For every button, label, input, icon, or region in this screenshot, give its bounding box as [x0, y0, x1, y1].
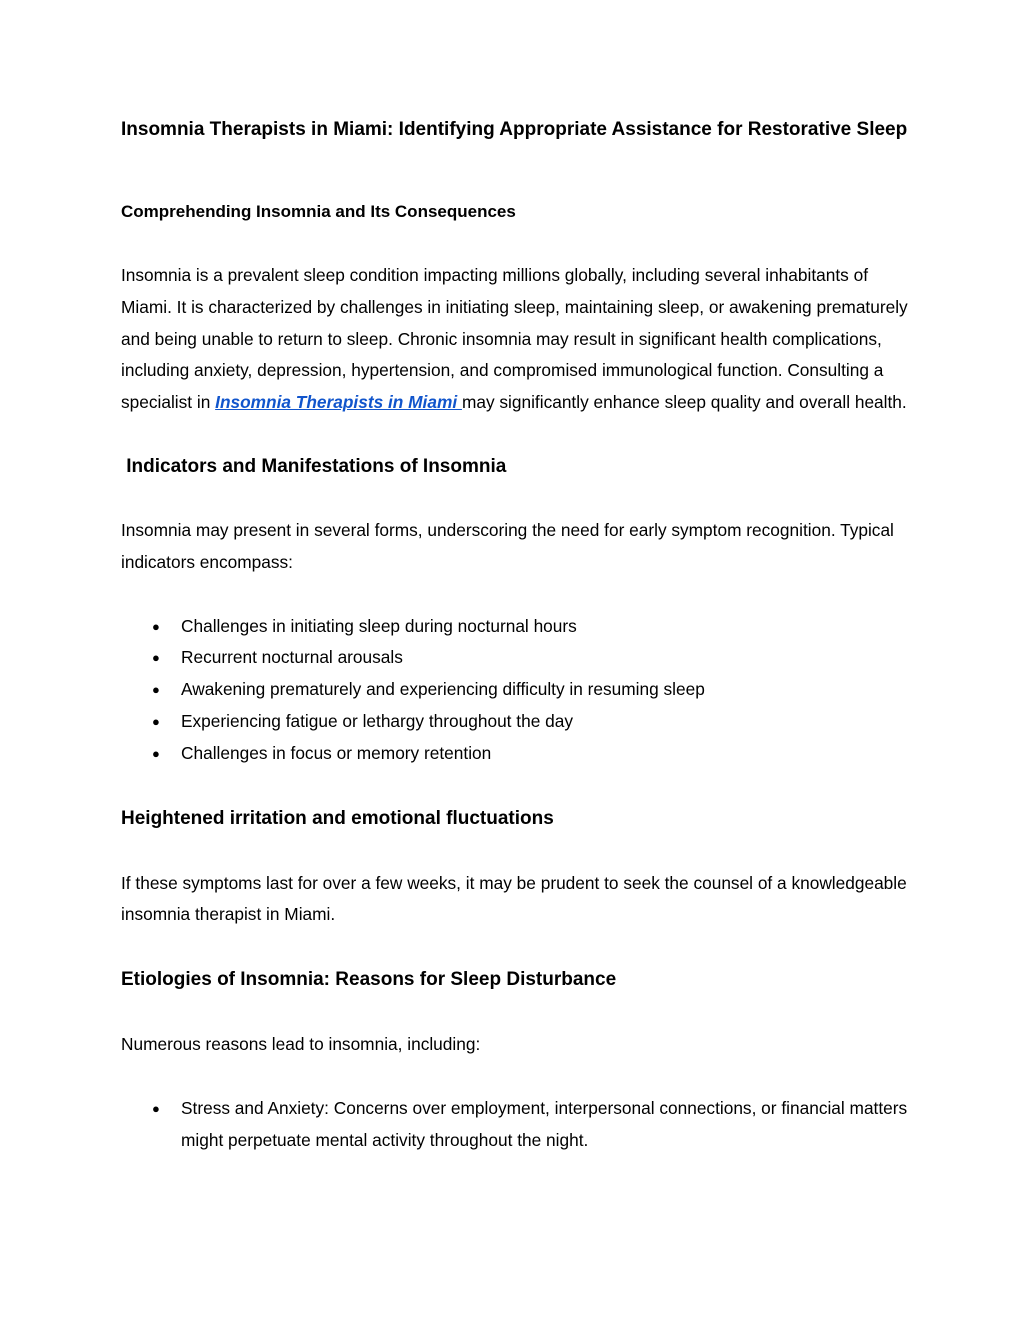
document-page [121, 112, 911, 1157]
section-heading-consequences: Comprehending Insomnia and Its Consequences [121, 202, 516, 221]
paragraph-reasons-intro: Numerous reasons lead to insomnia, including: [121, 1034, 481, 1055]
paragraph-text: Insomnia is a prevalent sleep condition impacting millions globally, including several inhabitants of Miami. It is characterized by challenges in initiating sleep, maintaining sleep, or awakening prematurely and being unable to return to sleep. Chronic insomnia may result in significant health complications, including anxiety, depression, hypertension, and compromised immunological function. Consulting a specialist in [121, 265, 908, 413]
section-heading-etiologies: Etiologies of Insomnia: Reasons for Sleep Disturbance [121, 969, 617, 991]
bullet-icon: ● [152, 682, 160, 698]
paragraph-text-continued: may significantly enhance sleep quality and overall health. [461, 392, 907, 413]
list-item [121, 738, 911, 770]
document-title: Insomnia Therapists in Miami: Identifying Appropriate Assistance for Restorative Sleep [121, 119, 908, 140]
paragraph-seek-counsel: If these symptoms last for over a few weeks, it may be prudent to seek the counsel of a knowledgeable insomnia therapist in Miami. [121, 872, 907, 925]
paragraph-insomnia-intro [121, 260, 911, 419]
list-item [121, 706, 911, 738]
bullet-icon: ● [152, 1100, 160, 1116]
list-item [121, 642, 911, 674]
bullet-icon: ● [152, 745, 160, 761]
list-item [121, 674, 911, 706]
section-heading-indicators: Indicators and Manifestations of Insomnia [121, 455, 507, 477]
causes-list [121, 1093, 911, 1157]
symptom-list [121, 611, 911, 770]
bullet-icon: ● [152, 618, 160, 634]
list-item-text: Awakening prematurely and experiencing difficulty in resuming sleep [181, 679, 705, 700]
list-item [121, 1093, 911, 1157]
bullet-icon: ● [152, 650, 160, 666]
list-item [121, 611, 911, 643]
list-item-text: Challenges in initiating sleep during nocturnal hours [181, 615, 577, 636]
paragraph-indicators-intro: Insomnia may present in several forms, underscoring the need for early symptom recognition. Typical indicators encompass: [121, 519, 894, 572]
list-item-text: Challenges in focus or memory retention [181, 742, 492, 763]
section-heading-irritation: Heightened irritation and emotional fluctuations [121, 807, 554, 829]
list-item-text: Recurrent nocturnal arousals [181, 647, 403, 668]
insomnia-therapists-link[interactable]: Insomnia Therapists in Miami [215, 392, 462, 413]
list-item-text: Stress and Anxiety: Concerns over employment, interpersonal connections, or financial matters might perpetuate mental activity throughout the night. [181, 1097, 908, 1150]
bullet-icon: ● [152, 713, 160, 729]
list-item-text: Experiencing fatigue or lethargy throughout the day [181, 710, 573, 731]
